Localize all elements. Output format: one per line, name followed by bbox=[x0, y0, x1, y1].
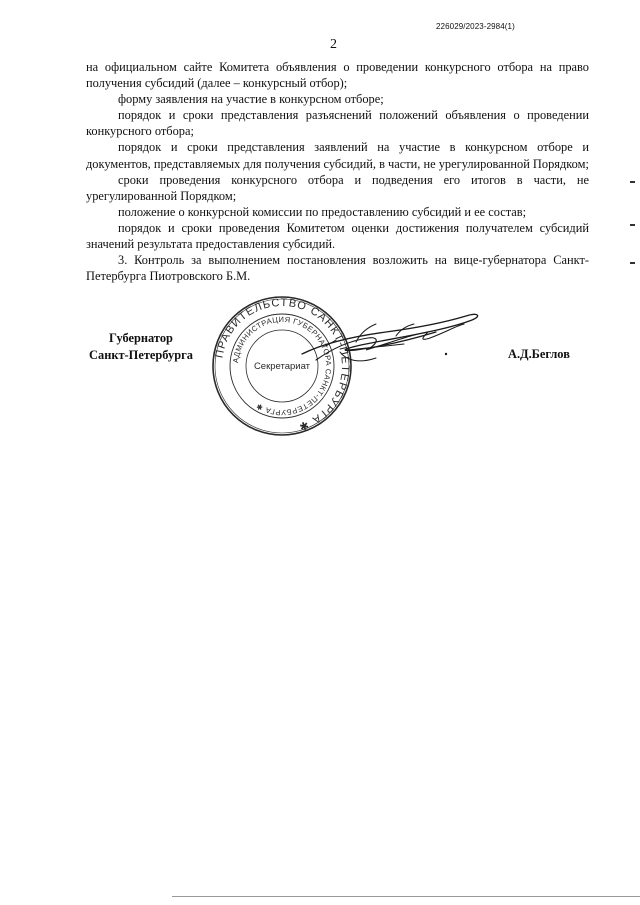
scan-edge-mark bbox=[630, 262, 635, 264]
paragraph: на официальном сайте Комитета объявления о проведении конкурсного отбора на право получения субсидий (далее – конкурсный отбор); bbox=[86, 60, 589, 91]
svg-text:ПРАВИТЕЛЬСТВО САНКТ-ПЕТЕРБУРГА: ПРАВИТЕЛЬСТВО САНКТ-ПЕТЕРБУРГА ✱ bbox=[213, 296, 352, 433]
paragraph: порядок и сроки представления заявлений на участие в конкурсном отборе и документов, представляемых для получения субсидий, в части, не урегулированной Порядком; bbox=[86, 140, 589, 171]
paragraph: форму заявления на участие в конкурсном отборе; bbox=[118, 92, 384, 107]
scan-edge-mark bbox=[630, 224, 635, 226]
svg-text:Секретариат: Секретариат bbox=[253, 361, 311, 372]
paragraph: сроки проведения конкурсного отбора и подведения его итогов в части, не урегулированной Порядком; bbox=[86, 172, 589, 203]
body-text bbox=[86, 59, 589, 284]
document-number: 226029/2023-2984(1) bbox=[436, 22, 515, 31]
signatory-title-line: Губернатор bbox=[109, 331, 173, 345]
paragraph: порядок и сроки проведения Комитетом оценки достижения получателем субсидий значений результата предоставления субсидий. bbox=[86, 220, 589, 252]
signatory-title-line: Санкт-Петербурга bbox=[89, 347, 193, 362]
scan-bottom-line bbox=[172, 896, 640, 897]
signatory-name: А.Д.Беглов bbox=[508, 347, 570, 361]
signatory-title bbox=[86, 330, 196, 363]
page-number: 2 bbox=[330, 37, 337, 52]
paragraph: положение о конкурсной комиссии по предоставлению субсидий и ее состав; bbox=[118, 204, 527, 219]
paragraph: 3. Контроль за выполнением постановления возложить на вице-губернатора Санкт-Петербурга Пиотровского Б.М. bbox=[86, 253, 589, 284]
paragraph: порядок и сроки представления разъяснений положений объявления о проведении конкурсного отбора; bbox=[86, 108, 589, 139]
scan-edge-mark bbox=[630, 181, 635, 183]
handwritten-signature bbox=[296, 302, 486, 372]
svg-text:АДМИНИСТРАЦИЯ ГУБЕРНАТОРА САНК: АДМИНИСТРАЦИЯ ГУБЕРНАТОРА САНКТ-ПЕТЕРБУРГА ✱ bbox=[231, 314, 334, 418]
